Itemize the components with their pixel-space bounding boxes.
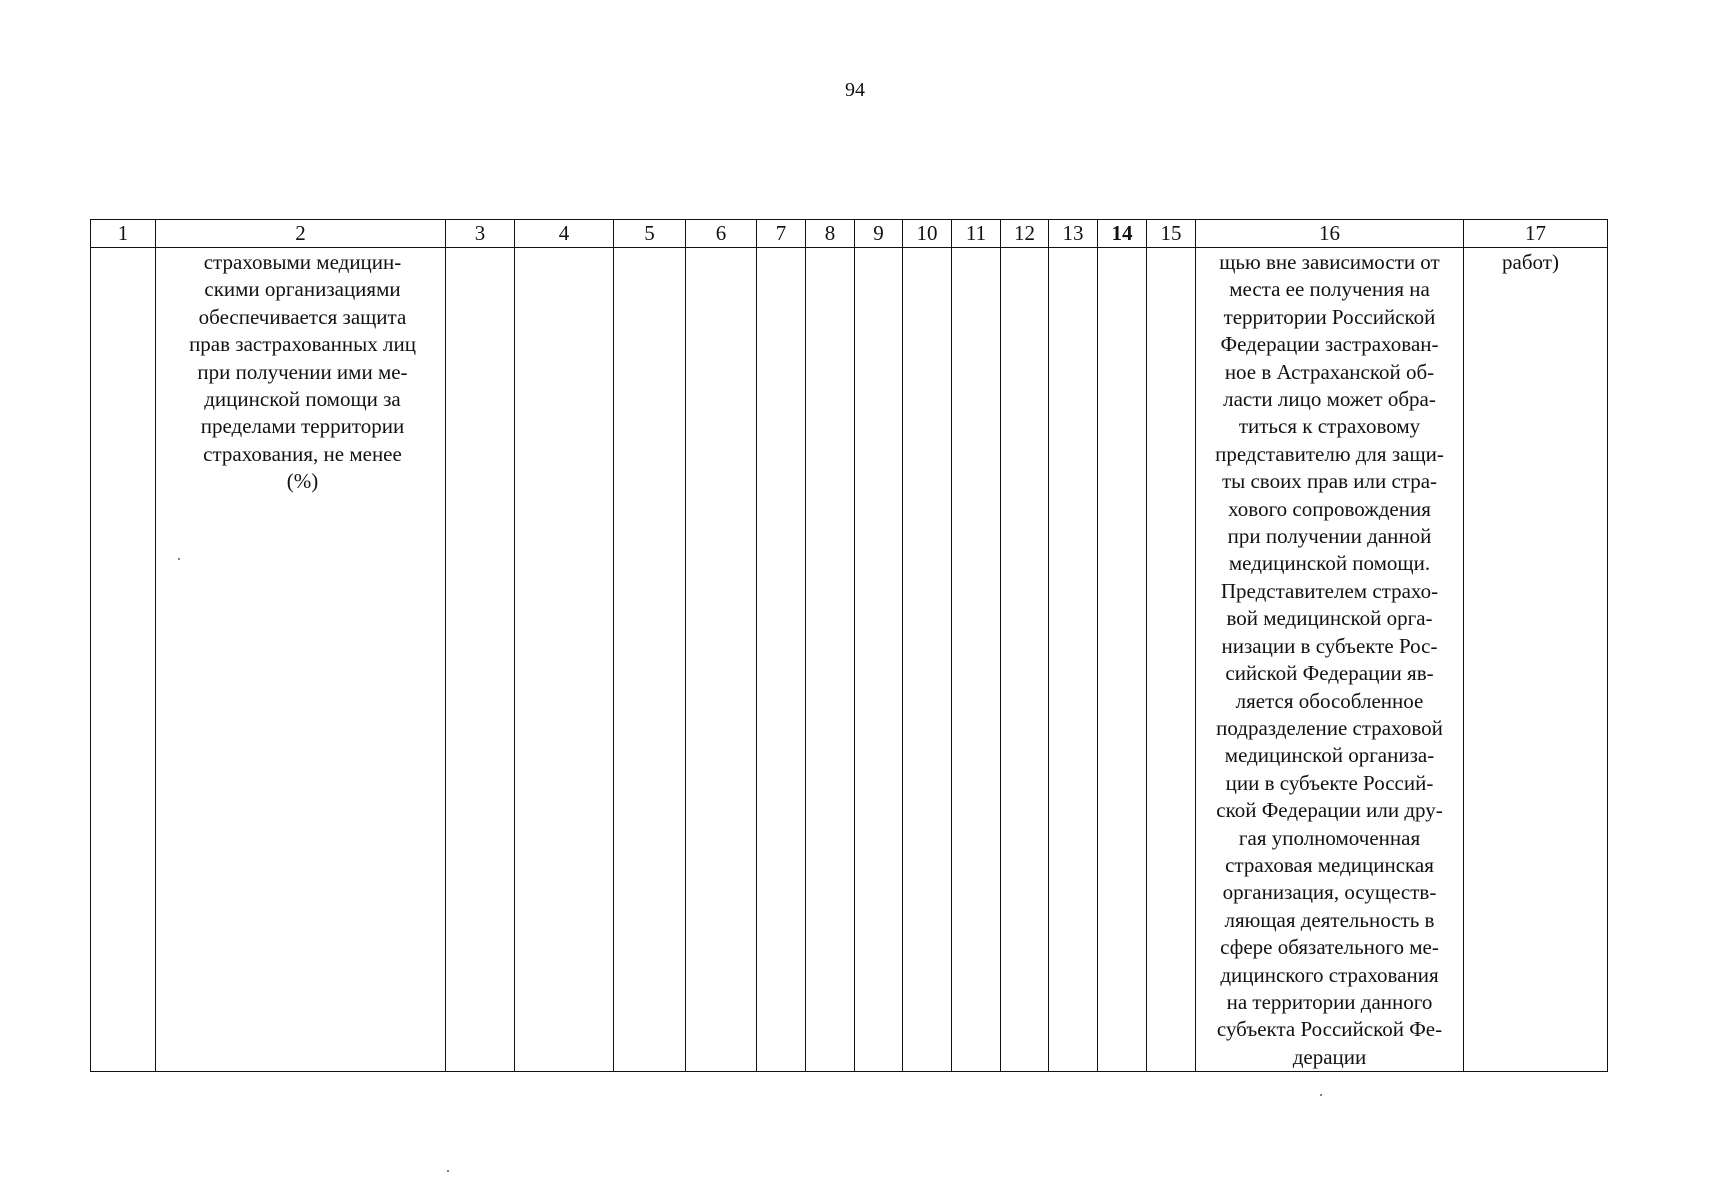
text-line: страхования, не менее: [203, 441, 402, 466]
scan-speck: [447, 1170, 449, 1172]
text-line: дерации: [1292, 1044, 1367, 1069]
text-line: Представителем страхо-: [1220, 578, 1439, 603]
cell-col-6: [686, 248, 757, 1072]
text-line: страховая медицинская: [1225, 852, 1434, 877]
text-line: при получении данной: [1227, 524, 1432, 549]
header-col-8: 8: [806, 220, 855, 248]
text-line: прав застрахованных лиц: [189, 332, 416, 357]
text-line: субъекта Российской Фе-: [1216, 1017, 1443, 1042]
text-line: работ): [1502, 250, 1559, 274]
text-line: страховыми медицин-: [203, 250, 402, 274]
text-line: обеспечивается защита: [198, 304, 407, 329]
header-col-11: 11: [952, 220, 1001, 248]
cell-col-7: [757, 248, 806, 1072]
text-line: дицинского страхования: [1220, 962, 1439, 987]
text-line: вой медицинской орга-: [1226, 606, 1433, 631]
text-line: дицинской помощи за: [204, 387, 401, 412]
cell-col-16: [1196, 248, 1464, 1072]
text-line: гая уполномоченная: [1238, 825, 1421, 850]
header-col-10: 10: [903, 220, 952, 248]
text-line: представителю для защи-: [1215, 441, 1444, 466]
header-col-16: 16: [1196, 220, 1464, 248]
cell-col-13: [1049, 248, 1098, 1072]
text-line: ласти лицо может обра-: [1223, 387, 1436, 412]
cell-col-12: [1001, 248, 1049, 1072]
indicator-table: [90, 219, 1608, 1072]
cell-col-3: [446, 248, 515, 1072]
text-line: хового сопровождения: [1228, 496, 1431, 521]
header-col-17: 17: [1464, 220, 1608, 248]
header-col-5: 5: [614, 220, 686, 248]
col17-text: [1464, 248, 1607, 276]
text-line: ляющая деятельность в: [1224, 907, 1435, 932]
text-line: скими организациями: [204, 277, 401, 302]
text-line: сфере обязательного ме-: [1220, 935, 1439, 960]
header-col-14: 14: [1098, 220, 1147, 248]
header-col-7: 7: [757, 220, 806, 248]
cell-col-17: [1464, 248, 1608, 1072]
text-line: на территории данного: [1226, 989, 1433, 1014]
text-line: ляется обособленное: [1235, 688, 1424, 713]
header-col-12: 12: [1001, 220, 1049, 248]
table-header-row: [91, 220, 1608, 248]
header-col-13: 13: [1049, 220, 1098, 248]
cell-col-9: [855, 248, 903, 1072]
header-col-15: 15: [1147, 220, 1196, 248]
header-col-9: 9: [855, 220, 903, 248]
cell-col-4: [515, 248, 614, 1072]
header-col-6: 6: [686, 220, 757, 248]
cell-col-10: [903, 248, 952, 1072]
text-line: (%): [286, 469, 319, 494]
scan-speck: [178, 558, 180, 560]
text-line: сийской Федерации яв-: [1225, 661, 1434, 686]
cell-col-1: [91, 248, 156, 1072]
header-col-1: 1: [91, 220, 156, 248]
text-line: ции в субъекте Россий-: [1225, 770, 1434, 795]
text-line: пределами территории: [200, 414, 405, 439]
text-line: щью вне зависимости от: [1219, 250, 1440, 274]
scan-speck: [1320, 1094, 1322, 1096]
text-line: медицинской помощи.: [1228, 551, 1431, 576]
header-col-4: 4: [515, 220, 614, 248]
cell-col-2: [156, 248, 446, 1072]
text-line: Федерации застрахован-: [1220, 332, 1439, 357]
text-line: подразделение страховой: [1216, 715, 1443, 740]
text-line: низации в субъекте Рос-: [1221, 633, 1438, 658]
page-number: 94: [845, 79, 865, 101]
text-line: ты своих прав или стра-: [1221, 469, 1438, 494]
header-col-3: 3: [446, 220, 515, 248]
cell-col-11: [952, 248, 1001, 1072]
cell-col-14: [1098, 248, 1147, 1072]
cell-col-15: [1147, 248, 1196, 1072]
cell-col-5: [614, 248, 686, 1072]
insurance-representative-note: [1196, 248, 1463, 1071]
text-line: ской Федерации или дру-: [1216, 798, 1443, 823]
table-row: [91, 248, 1608, 1072]
text-line: территории Российской: [1223, 304, 1436, 329]
text-line: титься к страховому: [1238, 414, 1421, 439]
text-line: медицинской организа-: [1224, 743, 1435, 768]
text-line: организация, осуществ-: [1222, 880, 1437, 905]
text-line: при получении ими ме-: [197, 359, 408, 384]
cell-col-8: [806, 248, 855, 1072]
text-line: ное в Астраханской об-: [1224, 359, 1435, 384]
indicator-description: [156, 248, 445, 496]
text-line: места ее получения на: [1229, 277, 1430, 302]
header-col-2: 2: [156, 220, 446, 248]
